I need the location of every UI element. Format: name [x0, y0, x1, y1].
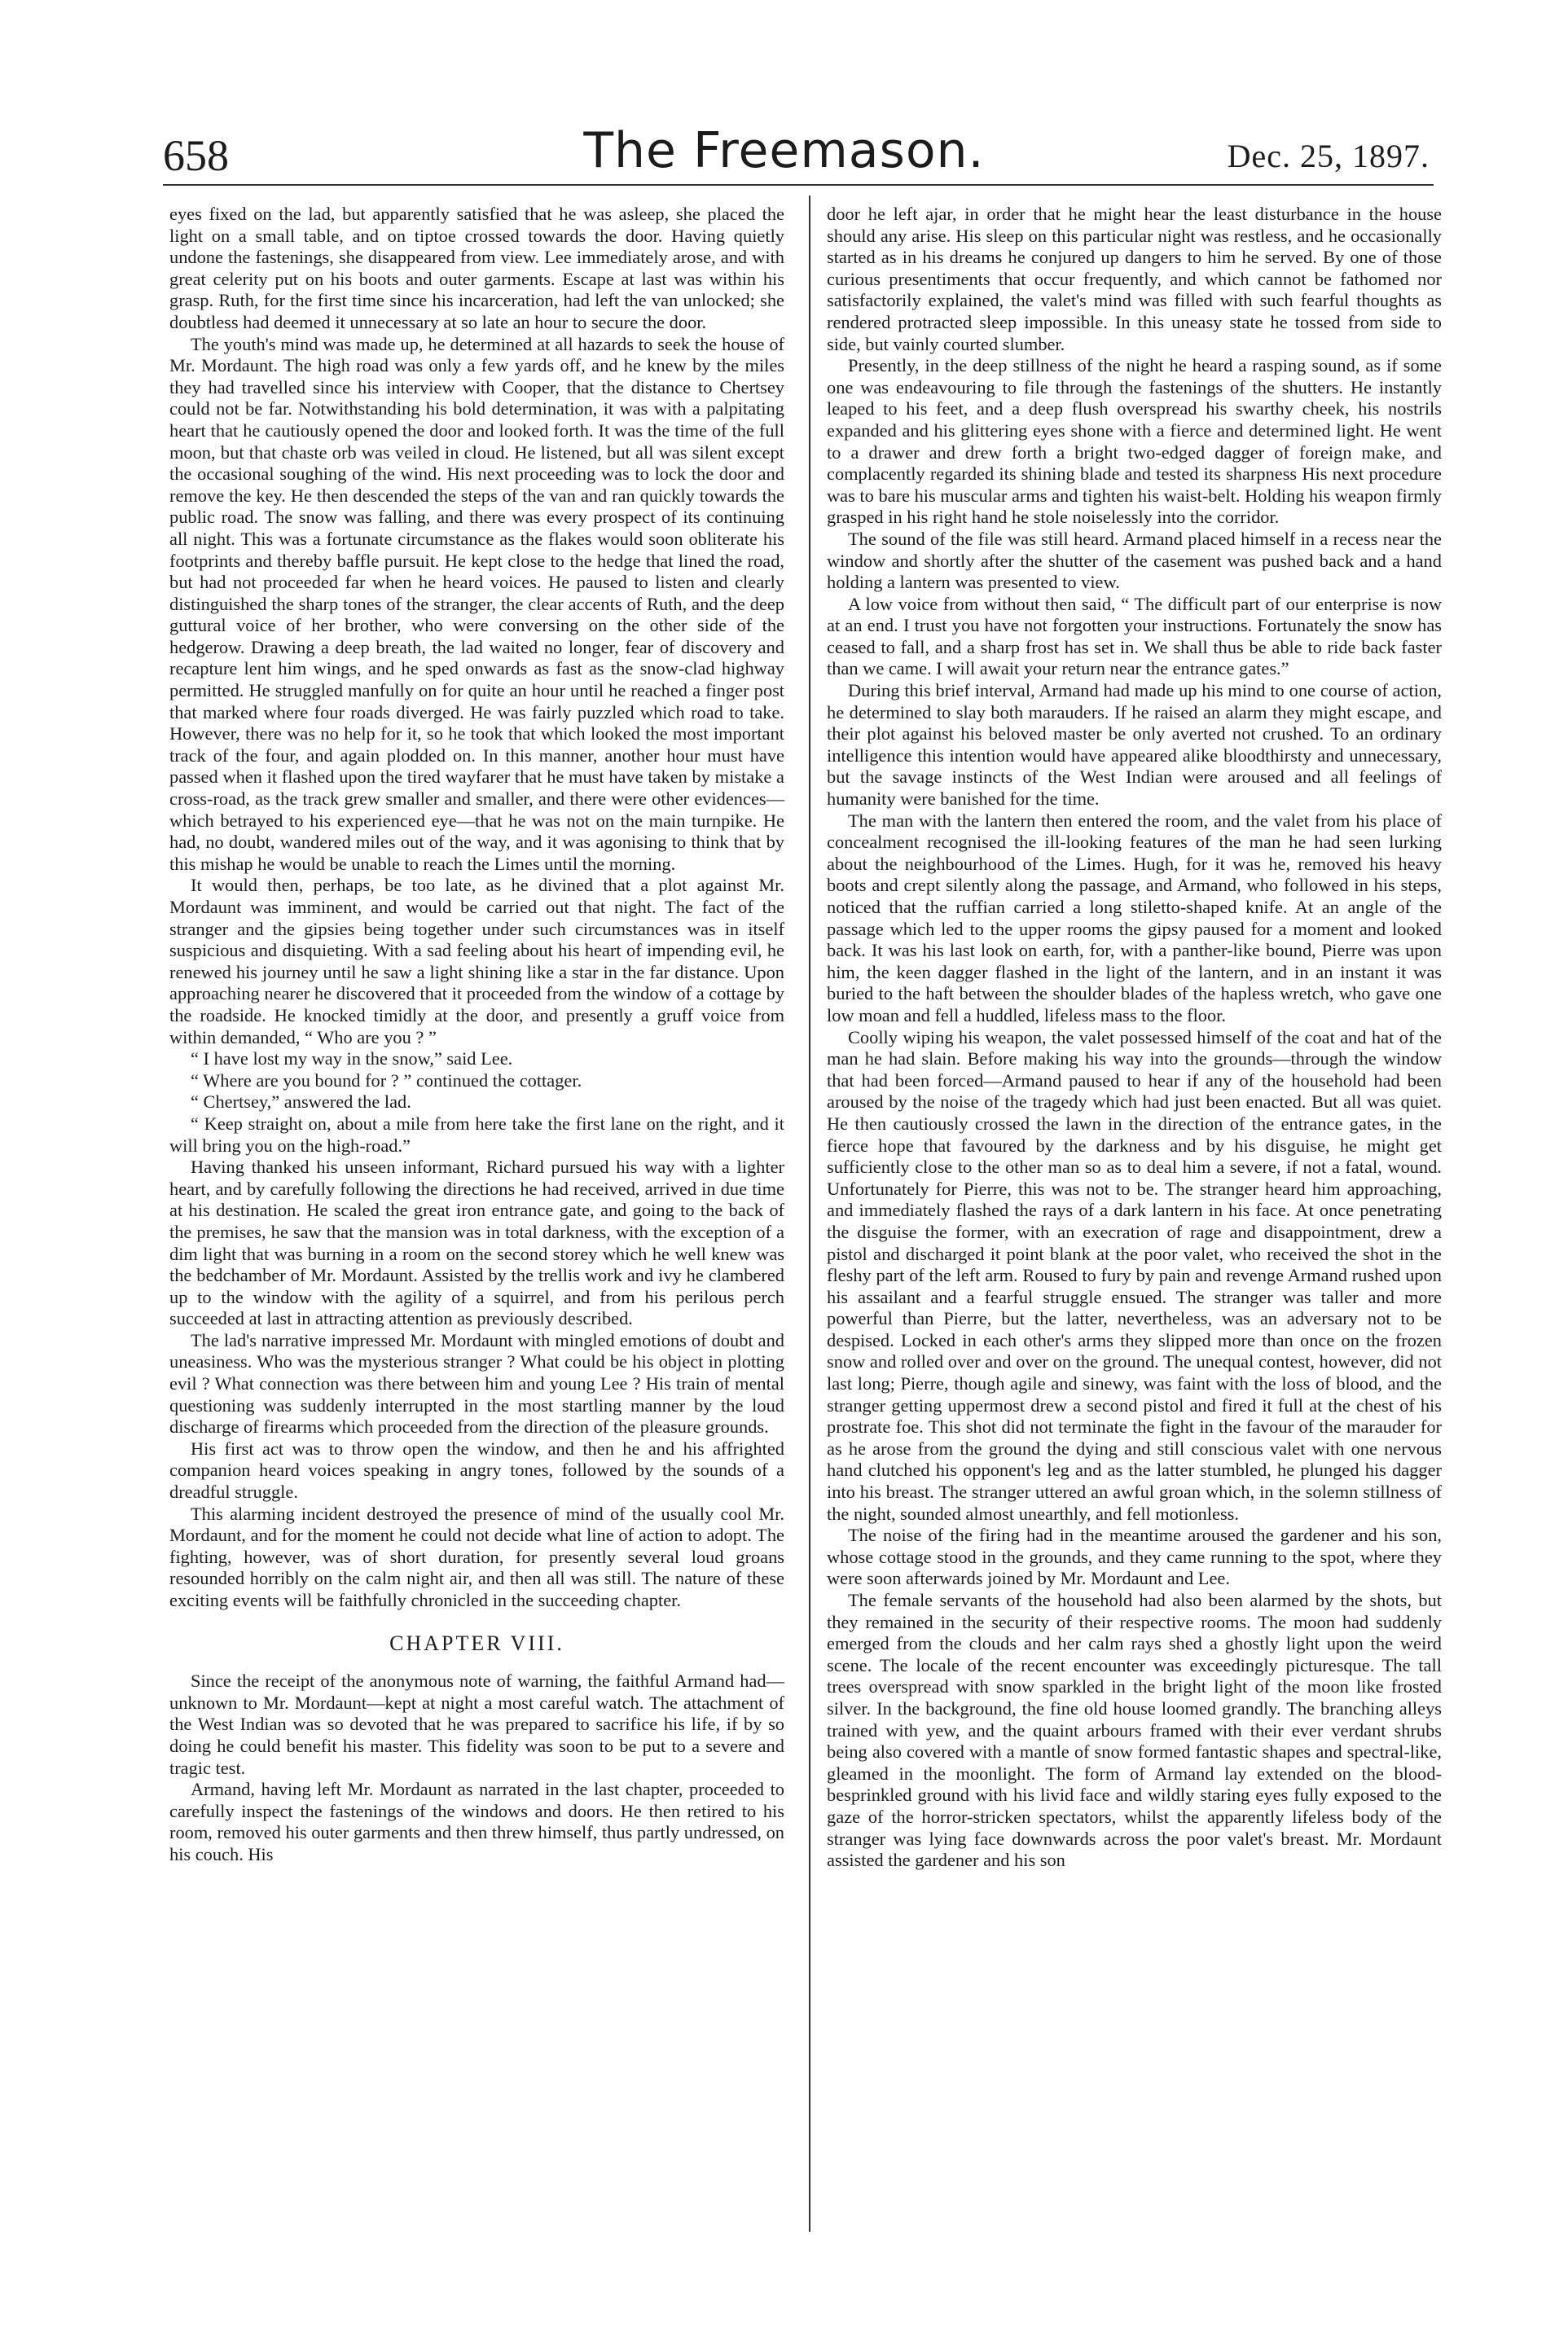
masthead — [0, 122, 1568, 187]
issue-date: Dec. 25, 1897. — [1227, 138, 1430, 174]
paragraph: The sound of the file was still heard. Armand placed himself in a recess near the window and shortly after the shutter of the casement was pushed back and a hand holding a lantern was presented to view. — [827, 528, 1442, 593]
paragraph: The female servants of the household had also been alarmed by the shots, but they remained in the security of their respective rooms. The moon had suddenly emerged from the clouds and her calm rays shed a ghostly light upon the weird scene. The locale of the recent encounter was exceedingly picturesque. The tall trees overspread with snow sparkled in the bright light of the moon like frosted silver. In the background, the fine old house loomed grandly. The branching alleys trained with yew, and the quaint arbours framed with their ever verdant shrubs being also covered with a mantle of snow formed fantastic shapes and spectral-like, gleamed in the moonlight. The form of Armand lay extended on the blood-besprinkled ground with his livid face and wildly staring eyes fully exposed to the gaze of the horror-stricken spectators, whilst the apparently lifeless body of the stranger was lying face downwards across the poor valet's breast. Mr. Mordaunt assisted the gardener and his son — [827, 1590, 1442, 1871]
paragraph: door he left ajar, in order that he might hear the least disturbance in the house should any arise. His sleep on this particular night was restless, and he occasionally started as in his dreams he conjured up dangers to him he served. By one of those curious presentiments that occur frequently, and which cannot be fathomed nor satisfactorily explained, the valet's mind was filled with such fearful thoughts as rendered protracted sleep impossible. In this uneasy state he tossed from side to side, but vainly courted slumber. — [827, 204, 1442, 354]
header-rule — [163, 184, 1434, 186]
paragraph: Armand, having left Mr. Mordaunt as narrated in the last chapter, proceeded to carefully inspect the fastenings of the windows and doors. He then retired to his room, removed his outer garments and then threw himself, thus partly undressed, on his couch. His — [169, 1779, 784, 1864]
paragraph: eyes fixed on the lad, but apparently satisfied that he was asleep, she placed the light on a small table, and on tiptoe crossed towards the door. Having quietly undone the fastenings, she disappeared from view. Lee immediately arose, and with great celerity put on his boots and outer garments. Escape at last was within his grasp. Ruth, for the first time since his incarceration, had left the van unlocked; she doubtless had deemed it unnecessary at so late an hour to secure the door. — [169, 204, 784, 332]
paragraph: Presently, in the deep stillness of the night he heard a rasping sound, as if some one was endeavouring to file through the fastenings of the shutters. He instantly leaped to his feet, and a deep flush overspread his swarthy cheek, his nostrils expanded and his glittering eyes shone with a fierce and determined light. He went to a drawer and drew forth a bright two-edged dagger of foreign make, and complacently regarded its shining blade and tested its sharpness His next procedure was to bare his muscular arms and tighten his waist-belt. Holding his weapon firmly grasped in his right hand he stole noiselessly into the corridor. — [827, 355, 1442, 528]
paragraph: “ I have lost my way in the snow,” said Lee. — [191, 1048, 513, 1069]
column-divider — [809, 195, 810, 2232]
paragraph: During this brief interval, Armand had made up his mind to one course of action, he determined to slay both marauders. If he raised an alarm they might escape, and their plot against his beloved master be only averted not crushed. To an ordinary intelligence this intention would have appeared alike bloodthirsty and unnecessary, but the savage instincts of the West Indian were aroused and all feelings of humanity were banished for the time. — [827, 680, 1442, 810]
paragraph: “ Keep straight on, about a mile from here take the first lane on the right, and it will bring you on the high-road.” — [169, 1113, 784, 1156]
paragraph: A low voice from without then said, “ The difficult part of our enterprise is now at an end. I trust you have not forgotten your instructions. Fortunately the snow has ceased to fall, and a sharp frost has set in. We shall thus be able to ride back faster than we came. I will await your return near the entrance gates.” — [827, 593, 1442, 679]
paragraph: This alarming incident destroyed the presence of mind of the usually cool Mr. Mordaunt, and for the moment he could not decide what line of action to adopt. The fighting, however, was of short duration, for presently several loud groans resounded horribly on the calm night air, and then all was still. The nature of these exciting events will be faithfully chronicled in the succeeding chapter. — [169, 1503, 784, 1610]
page-number: 658 — [163, 131, 229, 180]
paragraph: The youth's mind was made up, he determined at all hazards to seek the house of Mr. Mordaunt. The high road was only a few yards off, and he knew by the miles they had travelled since his interview with Cooper, that the distance to Chertsey could not be far. Notwithstanding his bold determination, it was with a palpitating heart that he cautiously opened the door and looked forth. It was the time of the full moon, but that chaste orb was veiled in cloud. He listened, but all was silent except the occasional soughing of the wind. His next proceeding was to lock the door and remove the key. He then descended the steps of the van and ran quickly towards the public road. The snow was falling, and there was every prospect of its continuing all night. This was a fortunate circumstance as the flakes would soon obliterate his footprints and thereby baffle pursuit. He kept close to the hedge that lined the road, but had not proceeded far when he heard voices. He paused to listen and clearly distinguished the sharp tones of the stranger, the clear accents of Ruth, and the deep guttural voice of her brother, who were conversing on the other side of the hedgerow. Drawing a deep breath, the lad waited no longer, fear of discovery and recapture lent him wings, and he sped onwards as fast as the snow-clad highway permitted. He struggled manfully on for quite an hour until he reached a finger post that marked where four roads diverged. He was fairly puzzled which road to take. However, there was no help for it, so he took that which looked the most important track of the four, and again plodded on. In this manner, another hour must have passed when it flashed upon the tired wayfarer that he must have taken by mistake a cross-road, as the track grew smaller and smaller, and there were other evidences—which betrayed to his experienced eye—that he was not on the main turnpike. He had, no doubt, wandered miles out of the way, and it was agonising to think that by this mishap he would be unable to reach the Limes until the morning. — [169, 333, 784, 874]
paragraph: Since the receipt of the anonymous note of warning, the faithful Armand had—unknown to Mr. Mordaunt—kept at night a most careful watch. The attachment of the West Indian was so devoted that he was prepared to sacrifice his life, if by so doing he could benefit his master. This fidelity was soon to be put to a severe and tragic test. — [169, 1671, 784, 1778]
paragraph: The lad's narrative impressed Mr. Mordaunt with mingled emotions of doubt and uneasiness. Who was the mysterious stranger ? What could be his object in plotting evil ? What connection was there between him and young Lee ? His train of mental questioning was suddenly interrupted in the most startling manner by the loud discharge of firearms which proceeded from the direction of the pleasure grounds. — [169, 1329, 784, 1438]
paragraph: It would then, perhaps, be too late, as he divined that a plot against Mr. Mordaunt was imminent, and would be carried out that night. The fact of the stranger and the gipsies being together under such circumstances was in itself suspicious and disquieting. With a sad feeling about his heart of impending evil, he renewed his journey until he saw a light shining like a star in the far distance. Upon approaching nearer he discovered that it proceeded from the window of a cottage by the roadside. He knocked timidly at the door, and presently a gruff voice from within demanded, “ Who are you ? ” — [169, 875, 784, 1047]
paragraph: “ Chertsey,” answered the lad. — [191, 1091, 411, 1113]
chapter-heading: CHAPTER VIII. — [389, 1631, 564, 1655]
newspaper-title: The Freemason. — [583, 122, 985, 179]
paragraph: Having thanked his unseen informant, Richard pursued his way with a lighter heart, and by carefully following the directions he had received, arrived in due time at his destination. He scaled the great iron entrance gate, and going to the back of the premises, he saw that the mansion was in total darkness, with the exception of a dim light that was burning in a room on the second storey which he well knew was the bedchamber of Mr. Mordaunt. Assisted by the trellis work and ivy he clambered up to the window with the agility of a squirrel, and from his perilous perch succeeded at last in attracting attention as previously described. — [169, 1157, 784, 1329]
paragraph: His first act was to throw open the window, and then he and his affrighted companion heard voices speaking in angry tones, followed by the sounds of a dreadful struggle. — [169, 1438, 784, 1503]
paragraph: The noise of the firing had in the meantime aroused the gardener and his son, whose cottage stood in the grounds, and they came running to the spot, where they were soon afterwards joined by Mr. Mordaunt and Lee. — [827, 1525, 1442, 1589]
left-column — [169, 204, 784, 1866]
paragraph: Coolly wiping his weapon, the valet possessed himself of the coat and hat of the man he had slain. Before making his way into the grounds—through the window that had been forced—Armand paused to hear if any of the household had been aroused by the noise of the tragedy which had just been enacted. But all was quiet. He then cautiously crossed the lawn in the direction of the entrance gates, in the fierce hope that favoured by the darkness and by his disguise, he might get sufficiently close to the other man so as to deal him a severe, if not a fatal, wound. Unfortunately for Pierre, this was not to be. The stranger heard him approaching, and immediately flashed the rays of a dark lantern in his face. At once penetrating the disguise the former, with an execration of rage and disappointment, drew a pistol and discharged it point blank at the poor valet, who received the shot in the fleshy part of the left arm. Roused to fury by pain and revenge Armand rushed upon his assailant and a fearful struggle ensued. The stranger was taller and more powerful than Pierre, but the latter, nevertheless, was an adversary not to be despised. Locked in each other's arms they slipped more than once on the frozen snow and rolled over and over on the ground. The unequal contest, however, did not last long; Pierre, though agile and sinewy, was faint with the loss of blood, and the stranger getting uppermost drew a second pistol and fired it full at the chest of his prostrate foe. This shot did not terminate the fight in the favour of the marauder for as he arose from the ground the dying and still conscious valet with one nervous hand clutched his opponent's leg and as the latter stumbled, he plunged his dagger into his breast. The stranger uttered an awful groan which, in the solemn stillness of the night, sounded almost unearthly, and fell motionless. — [827, 1026, 1442, 1524]
right-column — [827, 204, 1442, 1872]
paragraph: The man with the lantern then entered the room, and the valet from his place of concealment recognised the ill-looking features of the man he had seen lurking about the neighbourhood of the Limes. Hugh, for it was he, removed his heavy boots and crept silently along the passage, and Armand, who followed in his steps, noticed that the ruffian carried a long stiletto-shaped knife. At an angle of the passage which led to the upper rooms the gipsy paused for a moment and looked back. It was his last look on earth, for, with a panther-like bound, Pierre was upon him, the keen dagger flashed in the light of the lantern, and in an instant it was buried to the haft between the shoulder blades of the hapless wretch, who gave one low moan and fell a huddled, lifeless mass to the floor. — [827, 810, 1442, 1025]
paragraph: “ Where are you bound for ? ” continued the cottager. — [191, 1069, 582, 1091]
